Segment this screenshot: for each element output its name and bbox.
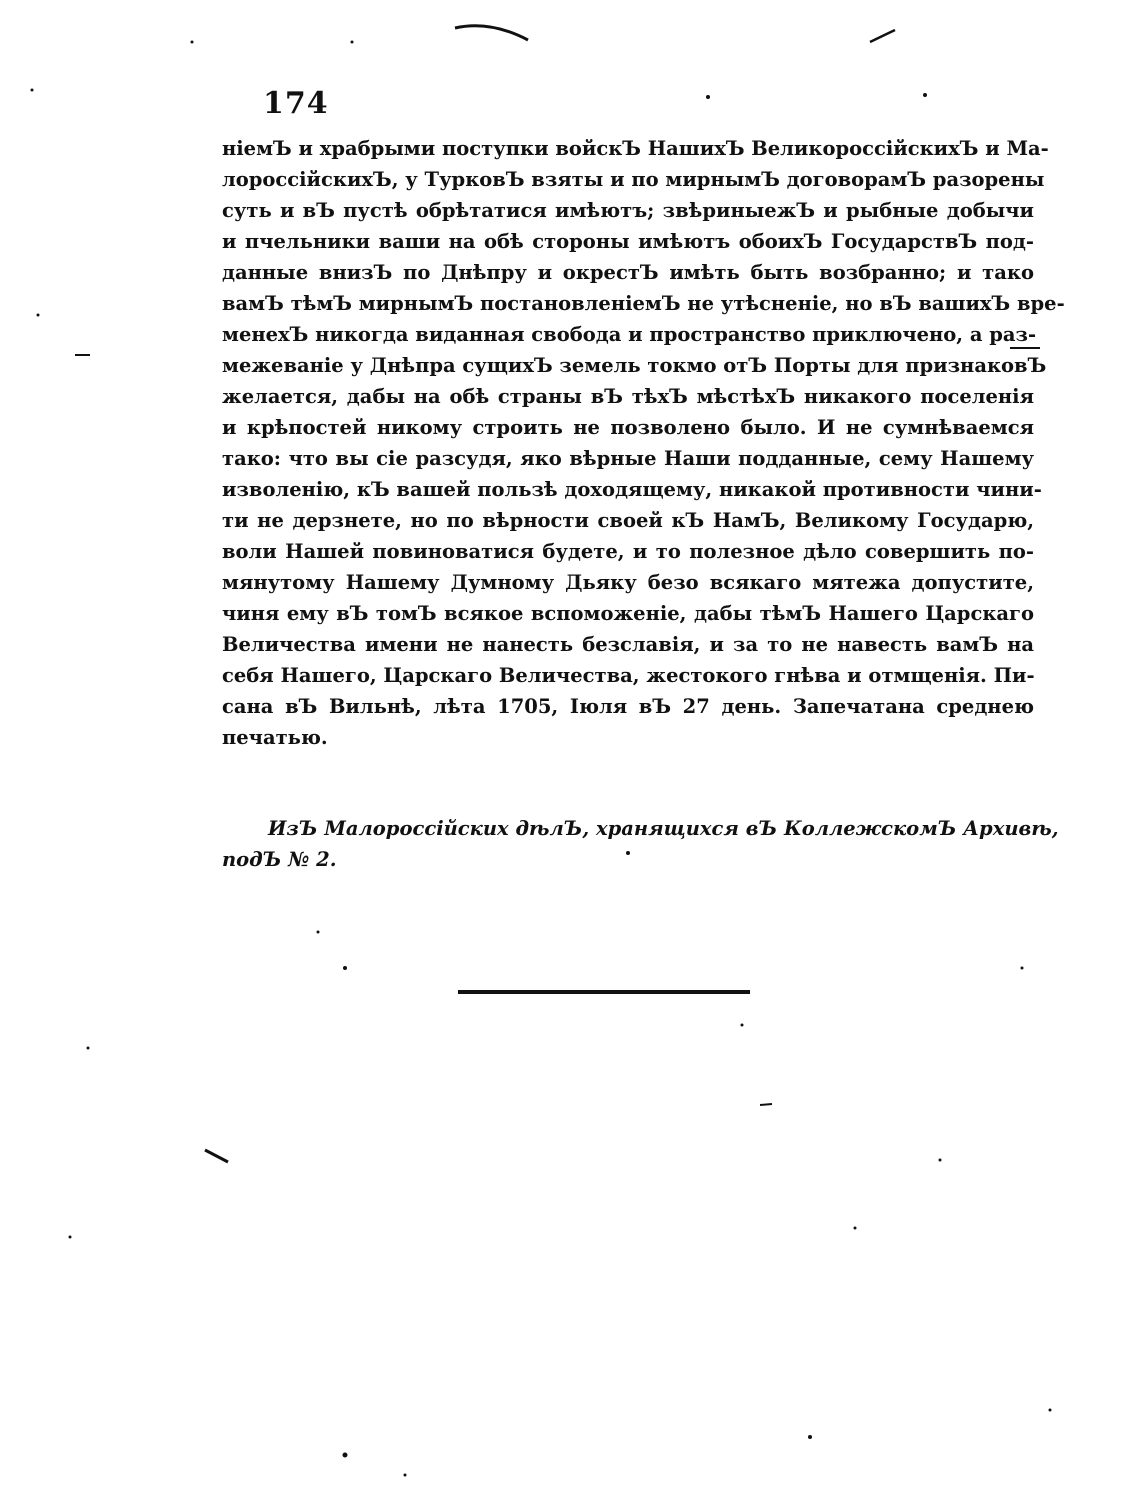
body-line: межеваніе у Днѣпра сущихЪ земель токмо отЪ Порты для признаковЪ: [222, 354, 1047, 377]
document-body: [222, 133, 1065, 753]
body-line: себя Нашего, Царскаго Величества, жестокого гнѣва и отмщенія. Пи-: [222, 664, 1035, 687]
body-line: печатью.: [222, 726, 328, 749]
body-line: тако: что вы сіе разсудя, яко вѣрные Наши подданные, сему Нашему: [222, 447, 1034, 470]
body-line: и пчельники ваши на обѣ стороны имѣютъ обоихЪ ГосударствЪ под-: [222, 230, 1034, 253]
source-line: ИзЪ Малороссійских дѣлЪ, хранящихся вЪ КоллежскомЪ Архивѣ,: [268, 817, 1059, 840]
body-line: суть и вЪ пустѣ обрѣтатися имѣютъ; звѣриныежЪ и рыбные добычи: [222, 199, 1034, 222]
source-note: [222, 813, 1059, 875]
body-line: мянутому Нашему Думному Дьяку безо всякаго мятежа допустите,: [222, 571, 1034, 594]
body-line: менехЪ никогда виданная свобода и пространство приключено, а раз-: [222, 323, 1037, 346]
source-line: подЪ № 2.: [222, 848, 337, 871]
scan-mark: [870, 30, 895, 42]
body-line: вамЪ тѣмЪ мирнымЪ постановленіемЪ не утѣсненіе, но вЪ вашихЪ вре-: [222, 292, 1065, 315]
body-line: ти не дерзнете, но по вѣрности своей кЪ НамЪ, Великому Государю,: [222, 509, 1034, 532]
scan-mark: [205, 1150, 228, 1162]
scan-mark: [455, 26, 528, 40]
body-line: желается, дабы на обѣ страны вЪ тѣхЪ мѣстѣхЪ никакого поселенія: [222, 385, 1034, 408]
body-line: и крѣпостей никому строить не позволено было. И не сумнѣваемся: [222, 416, 1034, 439]
body-line: данные внизЪ по Днѣпру и окрестЪ имѣть быть возбранно; и тако: [222, 261, 1034, 284]
scan-mark: [760, 1104, 772, 1105]
body-line: сана вЪ Вильнѣ, лѣта 1705, Іюля вЪ 27 день. Запечатана среднею: [222, 695, 1034, 718]
body-line: изволенію, кЪ вашей пользѣ доходящему, никакой противности чини-: [222, 478, 1042, 501]
body-line: чиня ему вЪ томЪ всякое вспоможеніе, дабы тѣмЪ Нашего Царскаго: [222, 602, 1034, 625]
body-line: воли Нашей повиноватися будете, и то полезное дѣло совершить по-: [222, 540, 1034, 563]
body-line: ніемЪ и храбрыми поступки войскЪ НашихЪ ВеликороссійскихЪ и Ма-: [222, 137, 1049, 160]
section-divider: [458, 990, 750, 994]
body-line: лороссійскихЪ, у ТурковЪ взяты и по мирнымЪ договорамЪ разорены: [222, 168, 1045, 191]
body-line: Величества имени не нанесть безславія, и за то не навесть вамЪ на: [222, 633, 1034, 656]
page-number: 174: [263, 86, 329, 121]
